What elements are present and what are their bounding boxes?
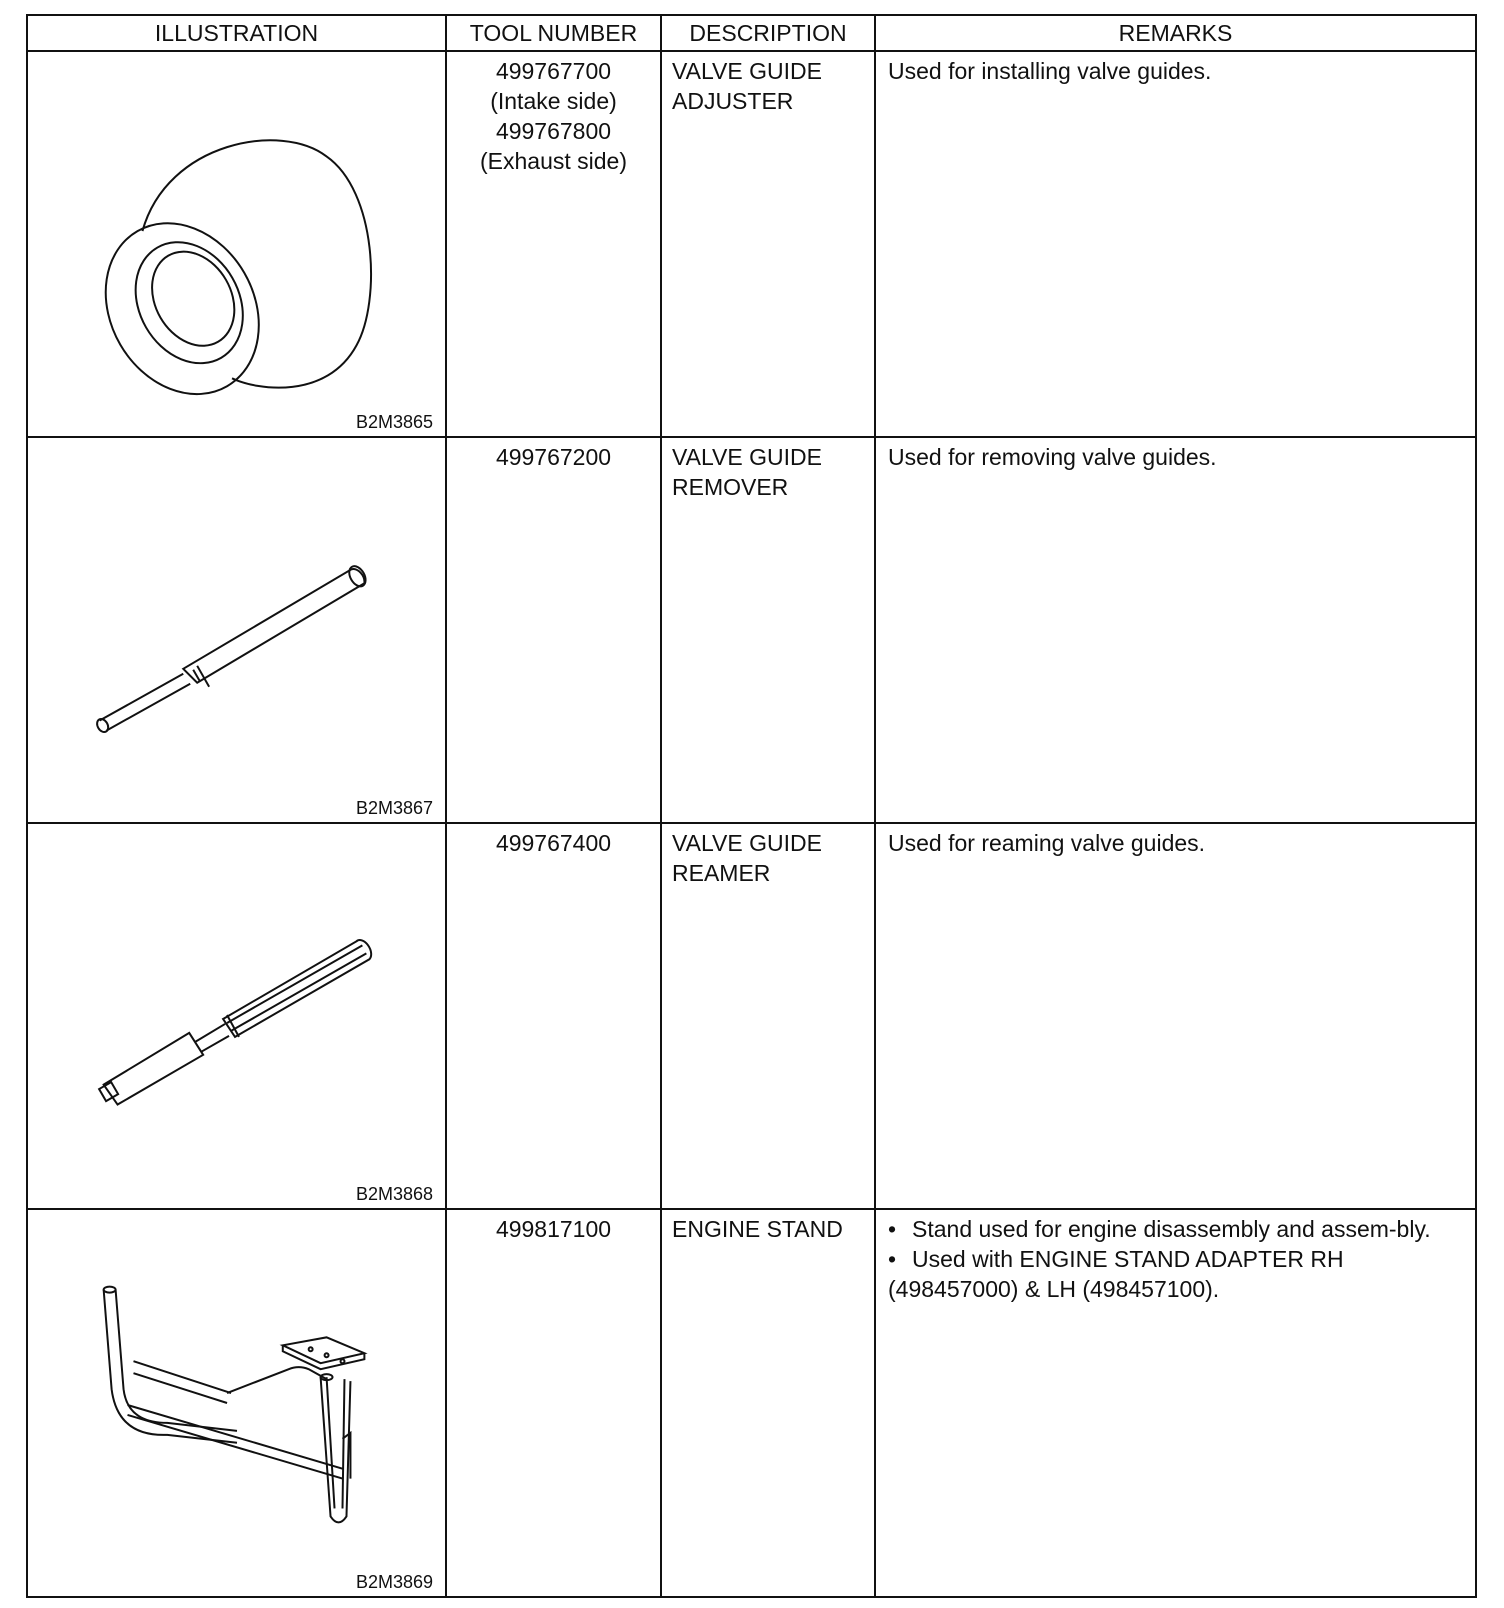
tool-number-cell: [446, 51, 661, 437]
table-row: [27, 1209, 1476, 1597]
remarks-cell: [875, 823, 1476, 1209]
description-line: REAMER: [672, 860, 771, 886]
tool-number-cell: [446, 1209, 661, 1597]
remarks-bullet-text: Used with ENGINE STAND ADAPTER RH (498457000) & LH (498457100).: [888, 1246, 1344, 1302]
tool-number-cell: [446, 437, 661, 823]
description-cell: [661, 51, 875, 437]
description-line: ADJUSTER: [672, 88, 794, 114]
valve-guide-reamer-icon: [28, 824, 445, 1208]
remarks-cell: [875, 1209, 1476, 1597]
figure-code: B2M3865: [355, 412, 433, 432]
table-row: [27, 823, 1476, 1209]
remarks-cell: [875, 437, 1476, 823]
remarks-text: Used for installing valve guides.: [888, 58, 1212, 84]
engine-stand-icon: [28, 1210, 445, 1596]
header-description: DESCRIPTION: [661, 15, 875, 51]
description-line: VALVE GUIDE: [672, 58, 822, 84]
tool-number: 499767400: [495, 830, 612, 856]
tool-number: 499767700: [495, 58, 612, 84]
tool-number-cell: [446, 823, 661, 1209]
illustration-cell: [27, 823, 446, 1209]
valve-guide-remover-icon: [28, 438, 445, 822]
remarks-text: Used for removing valve guides.: [888, 444, 1217, 470]
remarks-bullet: [888, 1244, 1463, 1304]
header-row: [27, 15, 1476, 51]
table-row: [27, 437, 1476, 823]
illustration-cell: [27, 1209, 446, 1597]
header-remarks: REMARKS: [875, 15, 1476, 51]
description-line: ENGINE STAND: [672, 1216, 843, 1242]
header-tool-number: TOOL NUMBER: [446, 15, 661, 51]
header-illustration: ILLUSTRATION: [27, 15, 446, 51]
tool-number: 499767200: [495, 444, 612, 470]
remarks-cell: [875, 51, 1476, 437]
tool-variant-note: (Intake side): [490, 88, 617, 114]
remarks-text: Used for reaming valve guides.: [888, 830, 1206, 856]
tool-number: 499767800: [495, 118, 612, 144]
valve-guide-adjuster-icon: [28, 52, 445, 436]
tool-variant-note: (Exhaust side): [479, 148, 627, 174]
illustration-cell: [27, 437, 446, 823]
bullet-icon: •: [888, 1246, 897, 1272]
description-line: VALVE GUIDE: [672, 830, 822, 856]
figure-code: B2M3867: [355, 798, 433, 818]
description-cell: [661, 823, 875, 1209]
figure-code: B2M3869: [355, 1572, 433, 1592]
figure-code: B2M3868: [355, 1184, 433, 1204]
description-line: VALVE GUIDE: [672, 444, 822, 470]
tool-number: 499817100: [495, 1216, 612, 1242]
table-row: [27, 51, 1476, 437]
description-cell: [661, 1209, 875, 1597]
description-line: REMOVER: [672, 474, 789, 500]
bullet-icon: •: [888, 1216, 897, 1242]
remarks-bullet-text: Stand used for engine disassembly and assem-bly.: [912, 1216, 1431, 1242]
illustration-cell: [27, 51, 446, 437]
special-tools-table: [26, 14, 1477, 1598]
description-cell: [661, 437, 875, 823]
remarks-bullet: [888, 1214, 1463, 1244]
